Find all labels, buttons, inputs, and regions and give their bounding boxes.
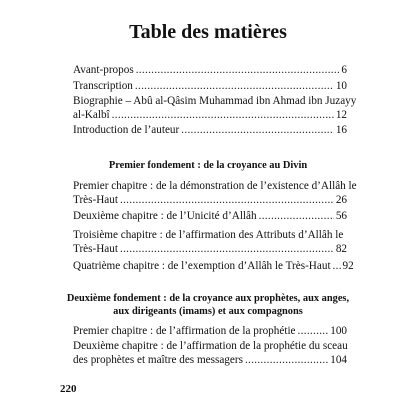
toc-entry-page: 92: [342, 260, 354, 272]
toc-entry-label-line: Deuxième chapitre : de l’affirmation de la prophétie du sceau: [73, 340, 348, 352]
leader-dots: [333, 260, 341, 274]
toc-entry-s1-chapitre-1[interactable]: [73, 180, 357, 207]
toc-entry-label: des prophètes et maître des messagers: [73, 353, 243, 366]
section-heading-premier-fondement: Premier fondement : de la croyance au Divin: [108, 160, 308, 171]
toc-entry-s1-chapitre-3[interactable]: [73, 229, 347, 256]
toc-entry-page: 82: [335, 242, 347, 255]
page-number: 220: [60, 383, 77, 395]
leader-dots: [135, 80, 334, 94]
toc-entry-avant-propos[interactable]: [73, 64, 347, 78]
leader-dots: [112, 109, 334, 123]
toc-entry-page: 10: [335, 80, 347, 92]
toc-entry-s1-chapitre-4[interactable]: [73, 260, 354, 274]
leader-dots: [298, 325, 329, 339]
toc-entry-page: 16: [335, 124, 347, 136]
toc-entry-label: Transcription: [73, 80, 133, 92]
leader-dots: [245, 354, 328, 368]
toc-entry-s2-chapitre-2[interactable]: [73, 340, 347, 367]
toc-entry-label-line: Biographie – Abû al-Qâsim Muhammad ibn Ahmad ibn Juzayy: [73, 95, 357, 107]
toc-entry-label: Premier chapitre : de l’affirmation de la prophétie: [73, 325, 296, 337]
toc-entry-page: 26: [335, 193, 347, 206]
toc-entry-label: Avant-propos: [73, 64, 134, 76]
toc-entry-label: Deuxième chapitre : de l’Unicité d’Allâh: [73, 210, 257, 222]
toc-entry-page: 100: [330, 325, 347, 337]
page-title: Table des matières: [129, 21, 287, 43]
section-heading-deuxieme-fondement: Deuxième fondement : de la croyance aux prophètes, aux anges, aux dirigeants (imams) et aux compagnons: [66, 293, 350, 317]
toc-entry-s1-chapitre-2[interactable]: [73, 210, 347, 224]
toc-entry-s2-chapitre-1[interactable]: [73, 325, 347, 339]
toc-entry-page: 56: [335, 210, 347, 222]
leader-dots: [181, 124, 334, 138]
toc-entry-biographie[interactable]: [73, 95, 357, 122]
leader-dots: [120, 194, 334, 208]
toc-entry-label-line: Premier chapitre : de la démonstration de l’existence d’Allâh le: [73, 180, 357, 192]
toc-entry-page: 6: [341, 64, 347, 76]
leader-dots: [136, 64, 340, 78]
toc-entry-label-line: Troisième chapitre : de l’affirmation des Attributs d’Allâh le: [73, 229, 344, 241]
toc-entry-label: Quatrième chapitre : de l’exemption d’Allâh le Très-Haut: [73, 260, 331, 272]
toc-entry-introduction[interactable]: [73, 124, 347, 138]
toc-entry-label: al-Kalbî: [73, 108, 110, 121]
toc-entry-label: Très-Haut: [73, 242, 118, 255]
toc-entry-label: Introduction de l’auteur: [73, 124, 180, 136]
toc-entry-page: 12: [335, 108, 347, 121]
toc-entry-label: Très-Haut: [73, 193, 118, 206]
leader-dots: [120, 243, 334, 257]
toc-entry-transcription[interactable]: [73, 80, 347, 94]
leader-dots: [259, 210, 334, 224]
toc-entry-page: 104: [330, 353, 347, 366]
